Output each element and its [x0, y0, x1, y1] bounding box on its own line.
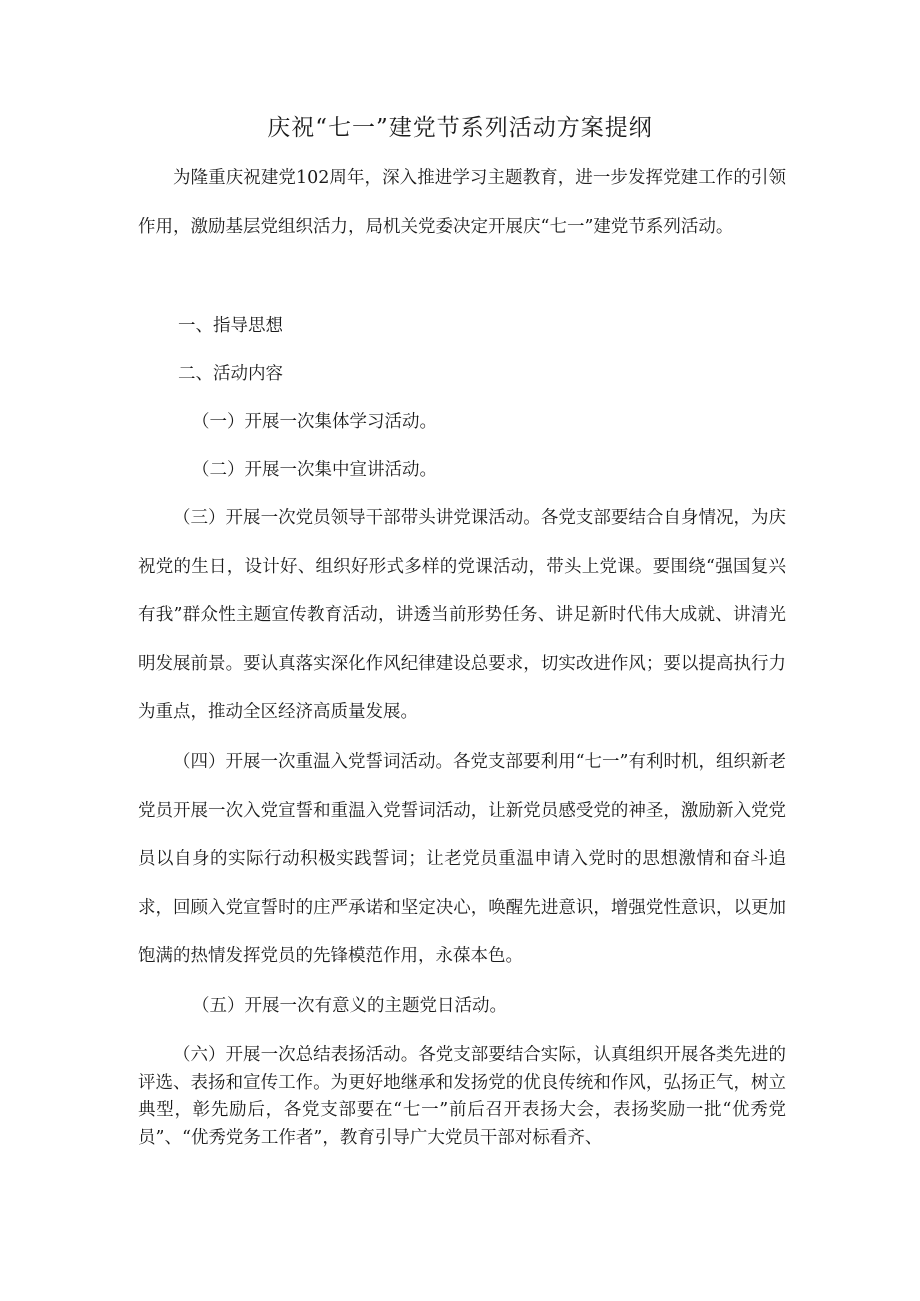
activity-item-1: （一）开展一次集体学习活动。	[192, 412, 437, 432]
activity-item-4: （四）开展一次重温入党誓词活动。各党支部要利用“七一”有利时机，组织新老党员开展一次入党宣誓和重温入党誓词活动，让新党员感受党的神圣，激励新入党党员以自身的实际行动积极实践誓词；让老党员重温申请入党时的思想激情和奋斗追求，回顾入党宣誓时的庄严承诺和坚定决心，唤醒先进意识，增强党性意识，以更加饱满的热情发挥党员的先锋模范作用，永葆本色。	[138, 752, 786, 967]
intro-paragraph: 为隆重庆祝建党102周年，深入推进学习主题教育，进一步发挥党建工作的引领作用，激励基层党组织活力，局机关党委决定开展庆“七一”建党节系列活动。	[138, 168, 786, 237]
section-heading-guiding-thought: 一、指导思想	[178, 316, 283, 336]
activity-item-5: （五）开展一次有意义的主题党日活动。	[192, 996, 507, 1016]
activity-item-3: （三）开展一次党员领导干部带头讲党课活动。各党支部要结合自身情况，为庆祝党的生日，设计好、组织好形式多样的党课活动，带头上党课。要围绕“强国复兴有我”群众性主题宣传教育活动，讲透当前形势任务、讲足新时代伟大成就、讲清光明发展前景。要认真落实深化作风纪律建设总要求，切实改进作风；要以提高执行力为重点，推动全区经济高质量发展。	[138, 508, 786, 723]
activity-item-6: （六）开展一次总结表扬活动。各党支部要结合实际，认真组织开展各类先进的评选、表扬和宣传工作。为更好地继承和发扬党的优良传统和作风，弘扬正气，树立典型，彰先励后，各党支部要在“七一”前后召开表扬大会，表扬奖励一批“优秀党员”、“优秀党务工作者”，教育引导广大党员干部对标看齐、	[138, 1045, 786, 1148]
section-heading-activity-content: 二、活动内容	[178, 364, 283, 384]
activity-item-2: （二）开展一次集中宣讲活动。	[192, 460, 437, 480]
document-title: 庆祝“七一”建党节系列活动方案提纲	[267, 115, 653, 141]
